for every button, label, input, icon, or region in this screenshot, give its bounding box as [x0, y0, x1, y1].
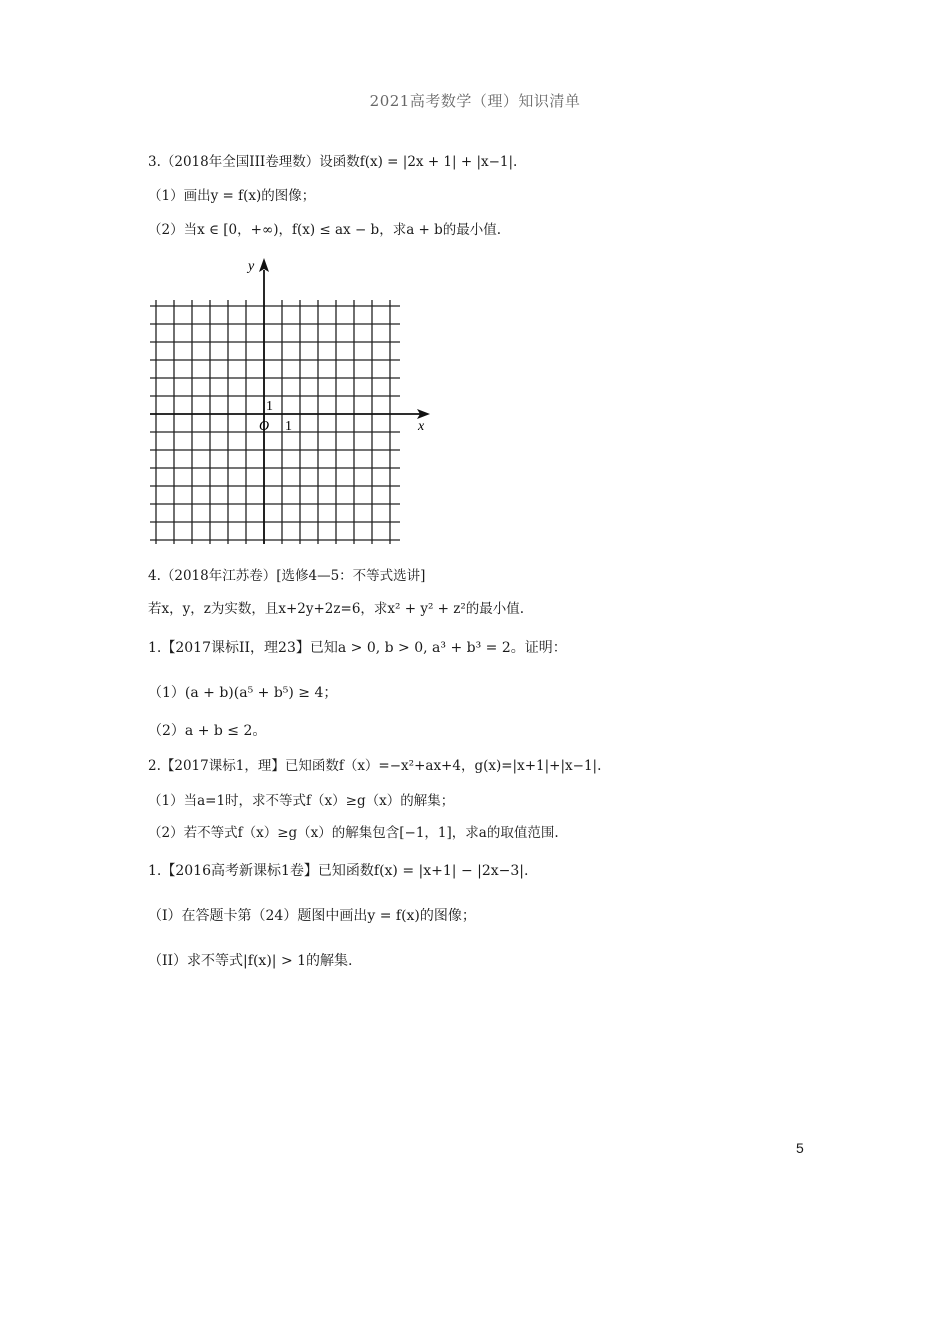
unit-y-label: 1: [266, 399, 273, 414]
problem-heading: 1.【2017课标II，理23】已知a > 0, b > 0, a³ + b³ = 2。证明：: [148, 640, 567, 656]
problem-part: （I）在答题卡第（24）题图中画出y = f(x)的图像；: [148, 908, 476, 924]
origin-label: O: [259, 419, 270, 434]
problem-part: （1）(a + b)(a⁵ + b⁵) ≥ 4；: [148, 685, 338, 701]
y-axis-label: y: [248, 259, 255, 274]
problem-heading: 3.（2018年全国III卷理数）设函数f(x) = |2x + 1| + |x−1|.: [148, 154, 518, 170]
problem-heading: 4.（2018年江苏卷）[选修4—5：不等式选讲]: [148, 568, 426, 584]
problem-part: （2）a + b ≤ 2。: [148, 723, 267, 739]
problem-part: （2）当x ∈ [0，+∞)，f(x) ≤ ax − b，求a + b的最小值.: [148, 222, 502, 238]
problem-heading: 2.【2017课标1，理】已知函数f（x）=−x²+ax+4，g(x)=|x+1|+|x−1|.: [148, 758, 602, 774]
problem-part: （II）求不等式|f(x)| > 1的解集.: [148, 953, 353, 969]
problem-part: 若x，y，z为实数，且x+2y+2z=6，求x² + y² + z²的最小值.: [148, 601, 525, 617]
coordinate-grid: [140, 250, 440, 550]
page-number: 5: [796, 1140, 804, 1156]
unit-x-label: 1: [285, 419, 292, 434]
problem-heading: 1.【2016高考新课标1卷】已知函数f(x) = |x+1| − |2x−3|.: [148, 863, 529, 879]
x-axis-label: x: [418, 419, 425, 434]
page-header: 2021高考数学（理）知识清单: [369, 92, 581, 110]
problem-part: （2）若不等式f（x）≥g（x）的解集包含[−1，1]，求a的取值范围.: [148, 825, 559, 841]
problem-part: （1）画出y = f(x)的图像；: [148, 188, 316, 204]
problem-part: （1）当a=1时，求不等式f（x）≥g（x）的解集；: [148, 793, 455, 809]
grid-lines: [150, 300, 400, 544]
